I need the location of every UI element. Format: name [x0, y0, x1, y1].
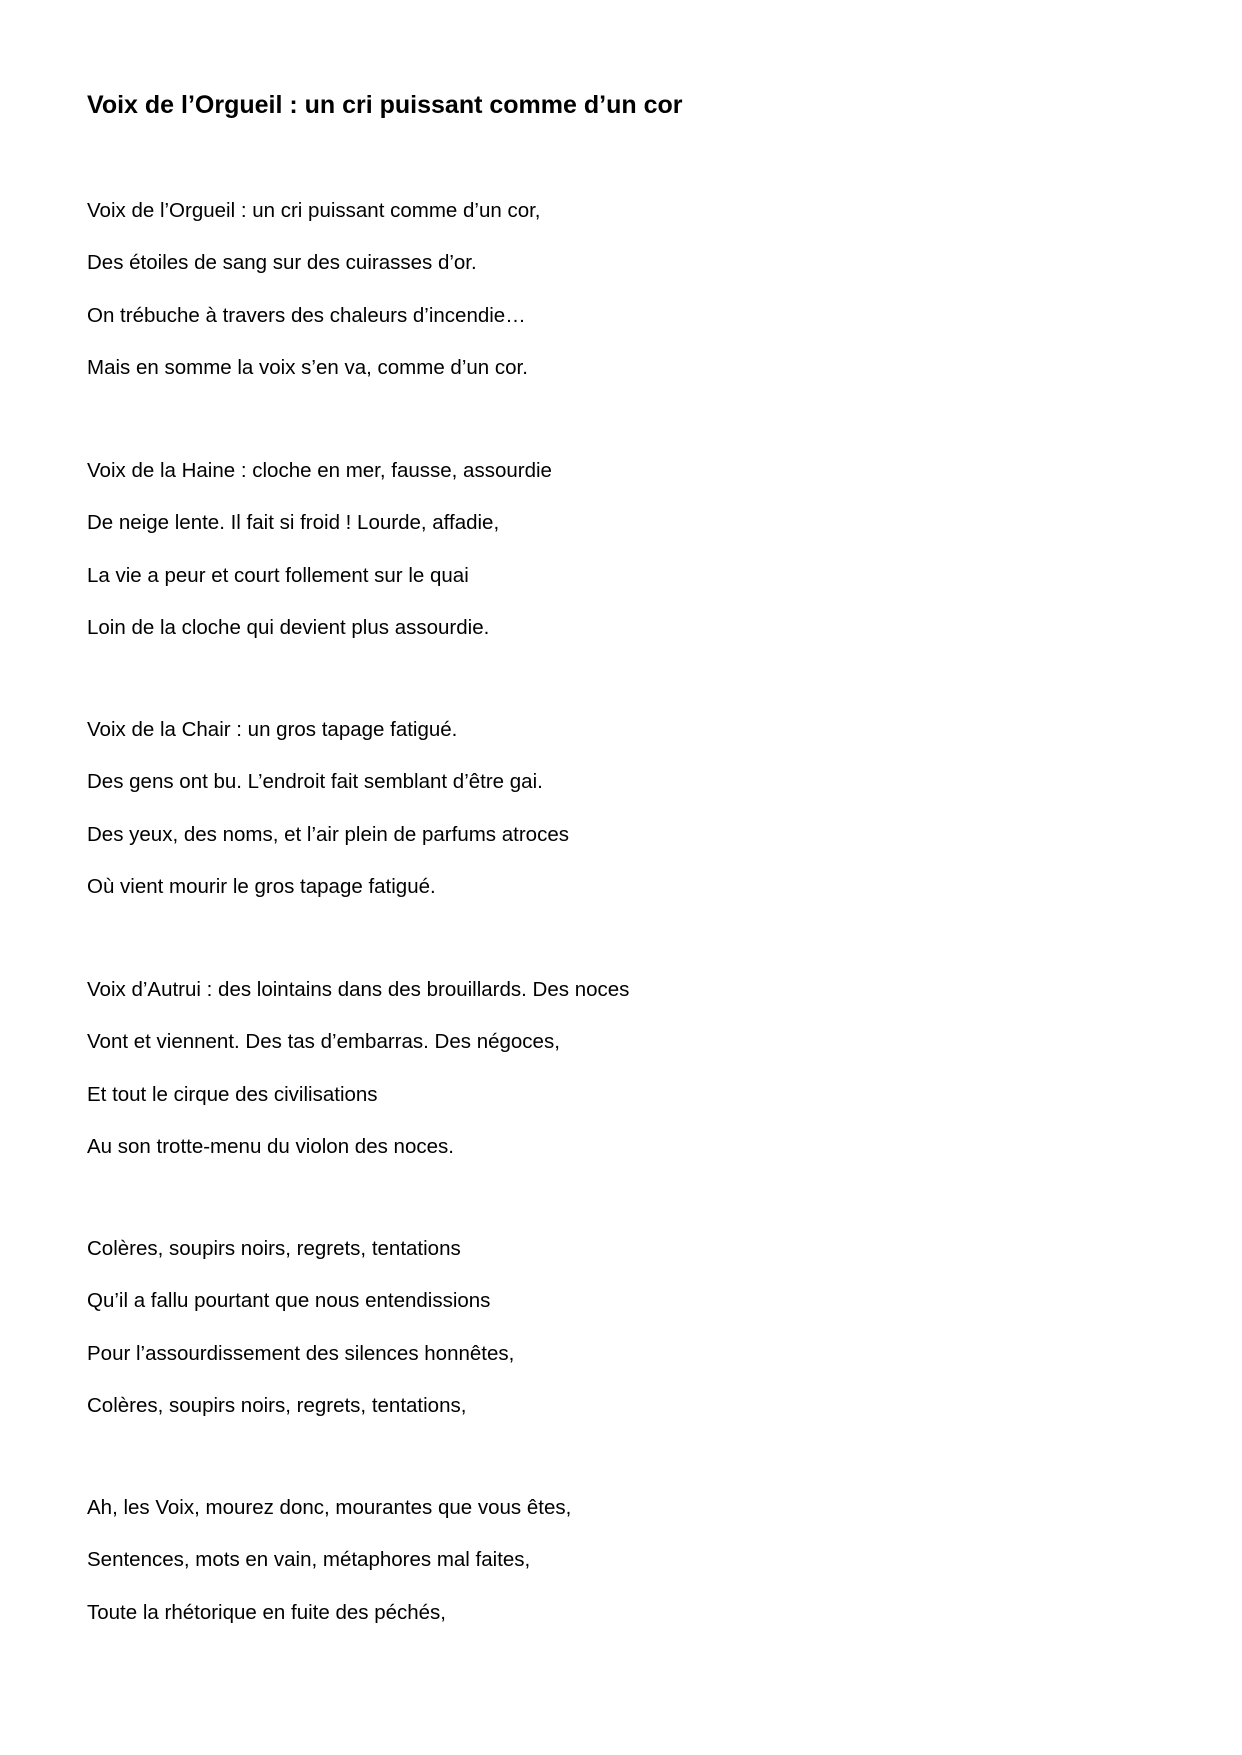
stanza [87, 198, 541, 381]
poem-line: La vie a peur et court follement sur le quai [87, 563, 469, 587]
poem-line: Voix d’Autrui : des lointains dans des brouillards. Des noces [87, 978, 630, 1001]
stanza [87, 1495, 571, 1626]
poem-line: Pour l’assourdissement des silences honnêtes, [87, 1341, 515, 1365]
poem-line: Où vient mourir le gros tapage fatigué. [87, 874, 436, 898]
stanza [87, 717, 569, 900]
poem-title: Voix de l’Orgueil : un cri puissant comme d’un cor [87, 91, 683, 119]
poem-line: Voix de l’Orgueil : un cri puissant comme d’un cor, [87, 199, 541, 222]
poem-line: Loin de la cloche qui devient plus assourdie. [87, 615, 490, 639]
poem-line: Toute la rhétorique en fuite des péchés, [87, 1600, 446, 1624]
poem-line: Voix de la Chair : un gros tapage fatigué. [87, 718, 458, 741]
poem-line: Ah, les Voix, mourez donc, mourantes que vous êtes, [87, 1496, 572, 1519]
poem-line: Des yeux, des noms, et l’air plein de parfums atroces [87, 822, 569, 846]
poem-line: Voix de la Haine : cloche en mer, fausse, assourdie [87, 459, 552, 482]
poem-line: Mais en somme la voix s’en va, comme d’un cor. [87, 355, 528, 379]
stanza [87, 1236, 514, 1419]
poem-line: Colères, soupirs noirs, regrets, tentations [87, 1237, 461, 1260]
poem-line: Sentences, mots en vain, métaphores mal faites, [87, 1548, 531, 1572]
poem-line: Vont et viennent. Des tas d’embarras. Des négoces, [87, 1030, 560, 1054]
stanza [87, 977, 629, 1160]
poem-line: On trébuche à travers des chaleurs d’incendie… [87, 303, 526, 327]
poem-line: Des étoiles de sang sur des cuirasses d’or. [87, 251, 477, 275]
poem-line: Et tout le cirque des civilisations [87, 1082, 378, 1106]
poem-line: De neige lente. Il fait si froid ! Lourde, affadie, [87, 511, 500, 535]
poem-line: Qu’il a fallu pourtant que nous entendissions [87, 1289, 491, 1313]
poem-line: Au son trotte-menu du violon des noces. [87, 1134, 454, 1158]
poem-line: Des gens ont bu. L’endroit fait semblant d’être gai. [87, 770, 543, 794]
stanza [87, 458, 552, 641]
poem-line: Colères, soupirs noirs, regrets, tentations, [87, 1393, 467, 1417]
